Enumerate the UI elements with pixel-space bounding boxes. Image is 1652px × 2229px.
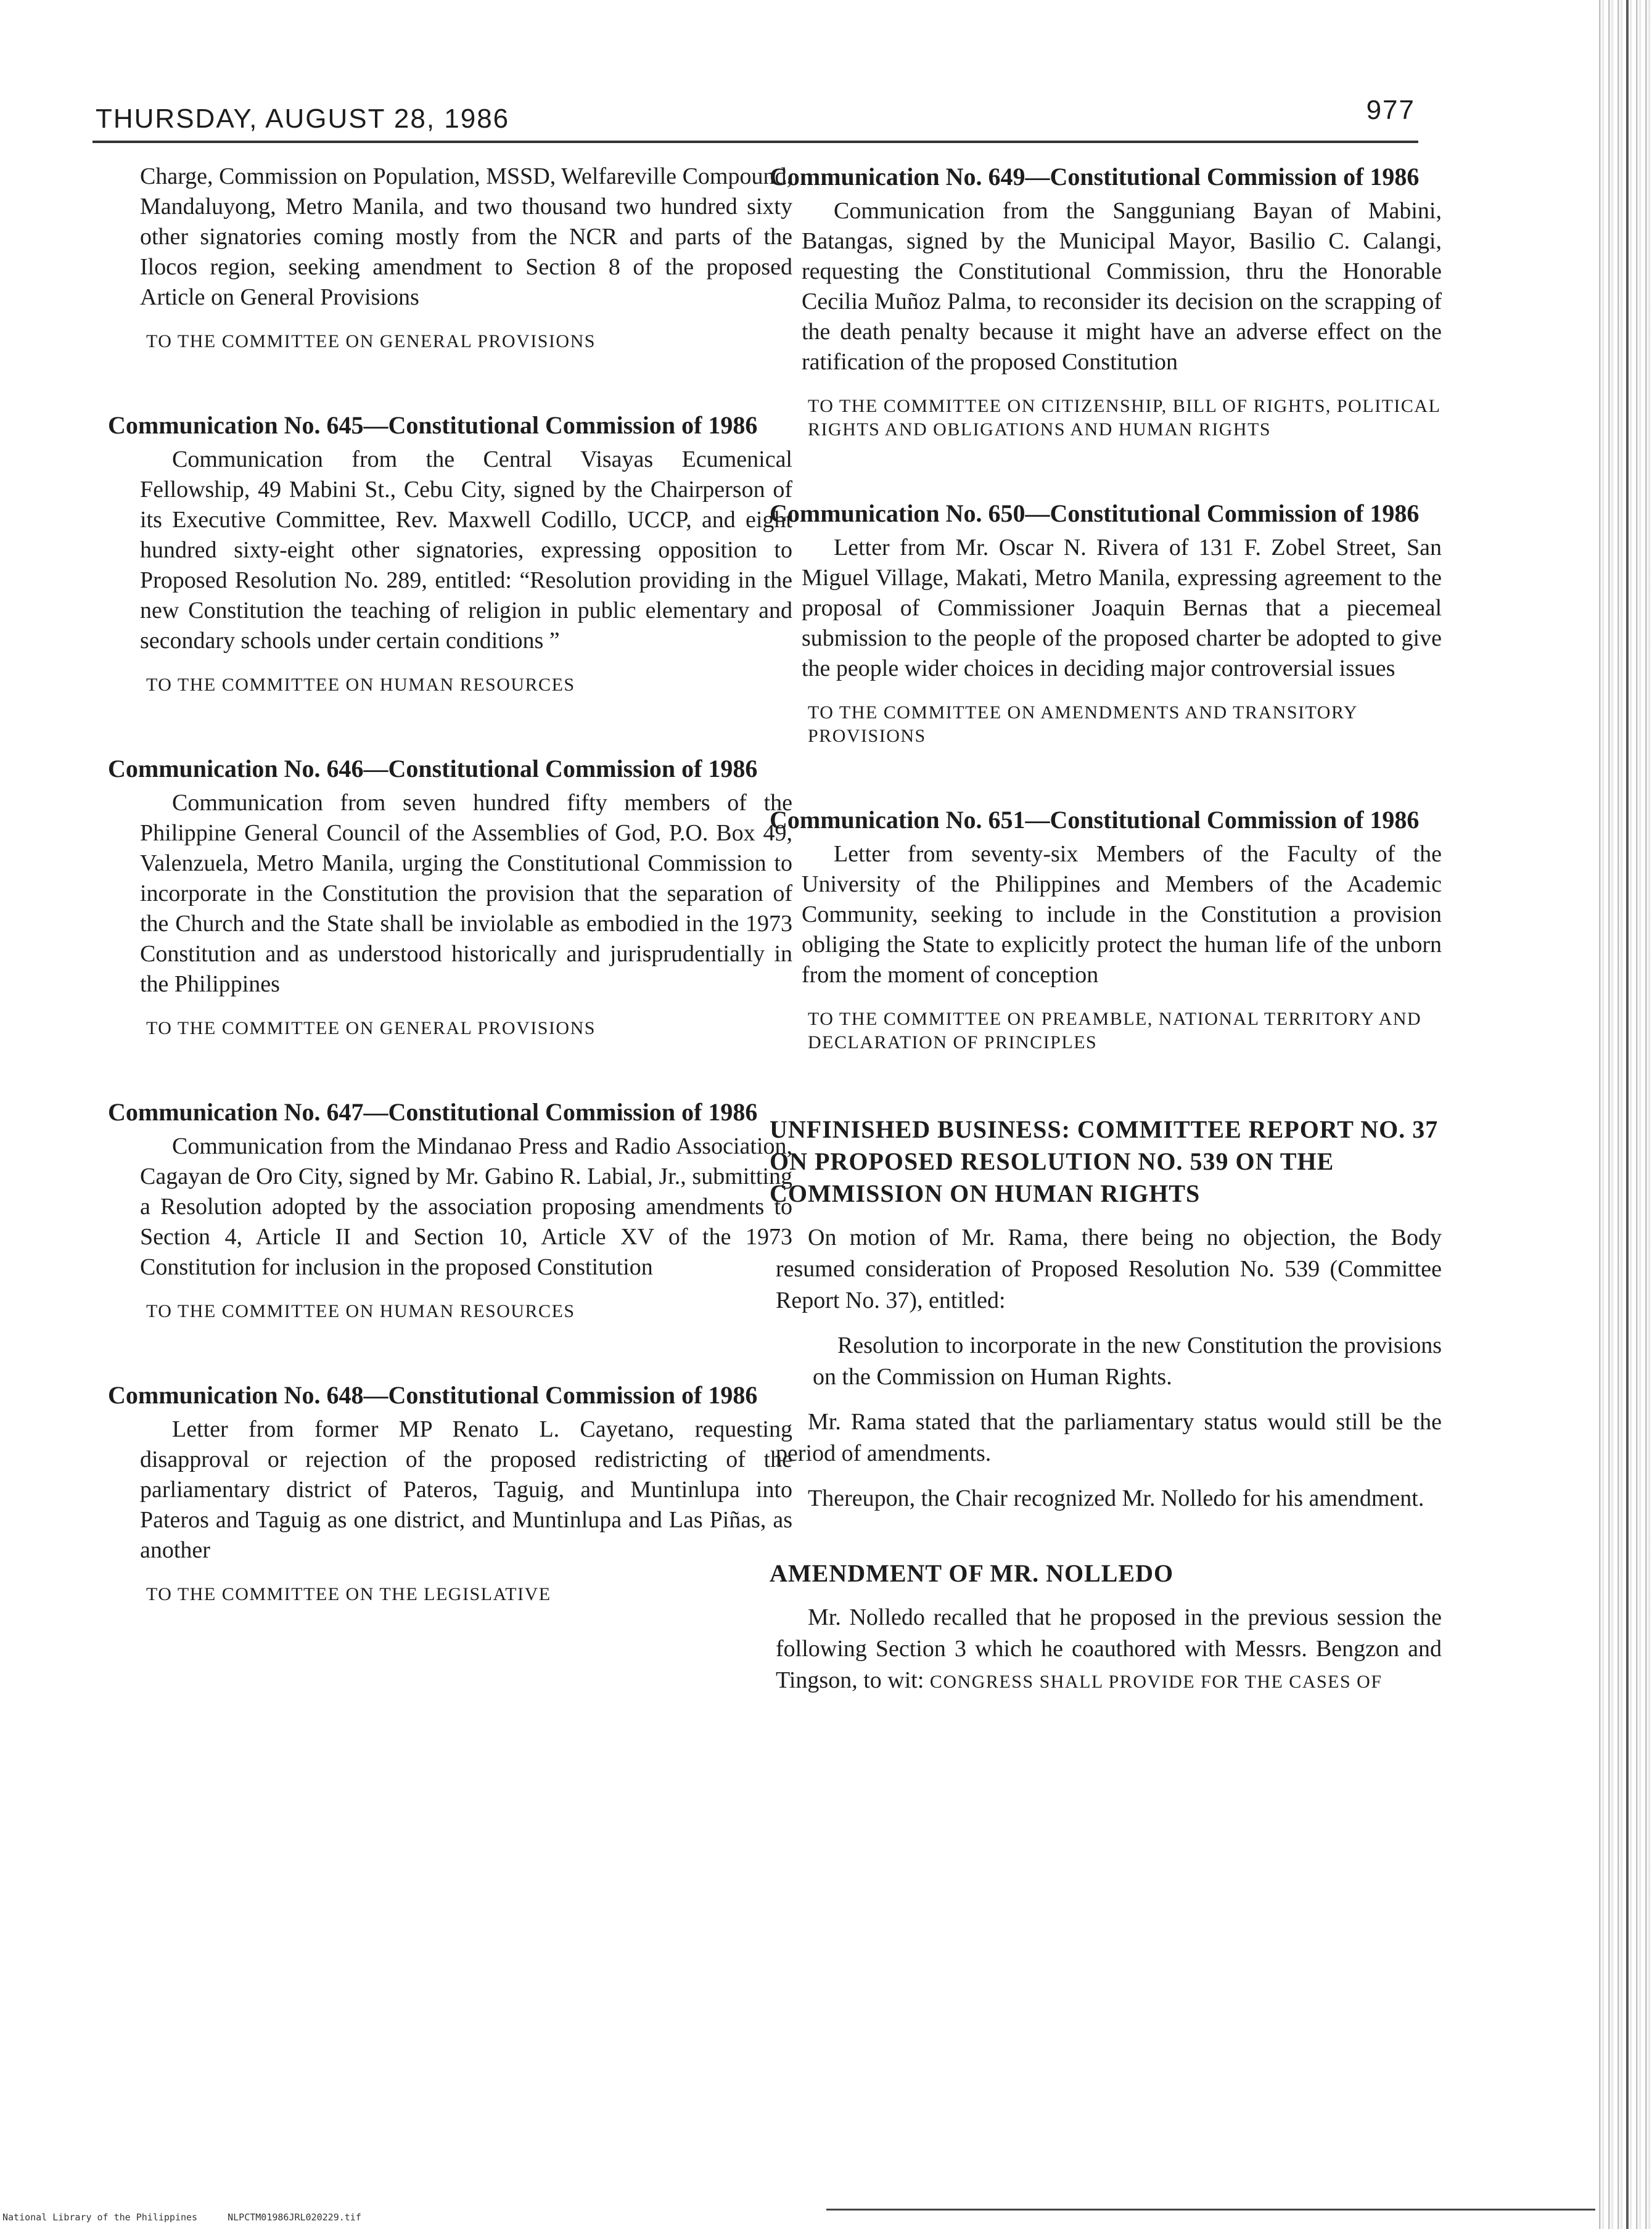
scan-line [826,2209,1597,2211]
right-column [770,162,1442,1711]
footer-file: NLPCTM01986JRL020229.tif [228,2212,361,2223]
communication-referral: TO THE COMMITTEE ON HUMAN RESOURCES [146,675,575,695]
communication-referral: TO THE COMMITTEE ON AMENDMENTS AND TRANSITORY PROVISIONS [808,702,1357,746]
communication-body: Letter from former MP Renato L. Cayetano, requesting disapproval or rejection of the proposed redistricting of the parliamentary district of Pateros, Taguig, and Muntinlupa into Pateros and Taguig as one district, and Muntinlupa and Las Piñas, as another [140,1416,792,1563]
communication-body: Communication from seven hundred fifty members of the Philippine General Council of the Assemblies of God, P.O. Box 49, Valenzuela, Metro Manila, urging the Constitutional Commission to incorporate in the Constitution the provision that the separation of the Church and the State shall be inviolable as embodied in the 1973 Constitution and as understood historically and jurisprudentially in the Philippines [140,790,792,997]
amendment-caps-text: CONGRESS SHALL PROVIDE FOR THE CASES OF [929,1672,1383,1692]
binding-edge [1595,0,1652,2229]
communication-referral: TO THE COMMITTEE ON THE LEGISLATIVE [146,1584,551,1604]
communication-referral: TO THE COMMITTEE ON CITIZENSHIP, BILL OF RIGHTS, POLITICAL RIGHTS AND OBLIGATIONS AND HUMAN RIGHTS [808,396,1440,440]
scan-footer [2,2212,386,2223]
resolution-quote: Resolution to incorporate in the new Constitution the provisions on the Commission on Human Rights. [813,1332,1442,1390]
unfinished-business-paragraph: On motion of Mr. Rama, there being no objection, the Body resumed consideration of Proposed Resolution No. 539 (Committee Report No. 37), entitled: [776,1225,1442,1313]
communication-body: Letter from Mr. Oscar N. Rivera of 131 F. Zobel Street, San Miguel Village, Makati, Metro Manila, expressing agreement to the proposal of Commissioner Joaquin Bernas that a piecemeal submission to the people of the proposed charter be adopted to give the people wider choices in deciding major controversial issues [802,535,1442,681]
communication-body: Letter from seventy-six Members of the Faculty of the University of the Philippines and Members of the Academic Community, seeking to include in the Constitution a provision obliging the State to explicitly protect the human life of the unborn from the moment of conception [802,841,1442,988]
communication-body: Communication from the Mindanao Press and Radio Association, Cagayan de Oro City, signed by Mr. Gabino R. Labial, Jr., submitting a Resolution adopted by the association proposing amendments to Section 4, Article II and Section 10, Article XV of the 1973 Constitution for inclusion in the proposed Constitution [140,1133,792,1280]
communication-heading: Communication No. 645—Constitutional Commission of 1986 [108,411,758,439]
communication-referral: TO THE COMMITTEE ON GENERAL PROVISIONS [146,1018,596,1038]
page-number: 977 [1366,95,1415,125]
communication-referral: TO THE COMMITTEE ON HUMAN RESOURCES [146,1301,575,1321]
communication-heading: Communication No. 646—Constitutional Commission of 1986 [108,755,758,782]
binding-edge-line [1626,0,1629,2229]
amendment-text: Mr. Nolledo recalled that he proposed in the previous session the following Section 3 which he coauthored with Messrs. Bengzon and Tingson, to wit: [776,1604,1442,1693]
continuation-referral: TO THE COMMITTEE ON GENERAL PROVISIONS [146,331,596,351]
unfinished-business-paragraph: Thereupon, the Chair recognized Mr. Nolledo for his amendment. [808,1485,1424,1511]
communication-heading: Communication No. 647—Constitutional Commission of 1986 [108,1098,758,1126]
continuation-paragraph: Charge, Commission on Population, MSSD, Welfareville Compound, Mandaluyong, Metro Manila, and two thousand two hundred sixty other signatories coming mostly from the NCR and parts of the Ilocos region, seeking amendment to Section 8 of the proposed Article on General Provisions [140,163,792,310]
communication-body: Communication from the Central Visayas Ecumenical Fellowship, 49 Mabini St., Cebu City, signed by the Chairperson of its Executive Committee, Rev. Maxwell Codillo, UCCP, and eight hundred sixty-eight other signatories, expressing opposition to Proposed Resolution No. 289, entitled: “Resolution providing in the new Constitution the teaching of religion in public elementary and secondary schools under certain conditions ” [140,446,792,654]
communication-referral: TO THE COMMITTEE ON PREAMBLE, NATIONAL TERRITORY AND DECLARATION OF PRINCIPLES [808,1009,1422,1053]
header-rule [92,141,1418,143]
amendment-paragraph [776,1602,1442,1697]
amendment-title: AMENDMENT OF MR. NOLLEDO [770,1559,1174,1587]
communication-heading: Communication No. 651—Constitutional Commission of 1986 [770,806,1420,834]
communication-heading: Communication No. 650—Constitutional Commission of 1986 [770,499,1420,527]
unfinished-business-title: UNFINISHED BUSINESS: COMMITTEE REPORT NO. 37 ON PROPOSED RESOLUTION NO. 539 ON THE COMMISSION ON HUMAN RIGHTS [770,1115,1439,1207]
communication-heading: Communication No. 649—Constitutional Commission of 1986 [770,163,1420,191]
communication-body: Communication from the Sangguniang Bayan of Mabini, Batangas, signed by the Municipal Mayor, Basilio C. Calangi, requesting the Constitutional Commission, thru the Honorable Cecilia Muñoz Palma, to reconsider its decision on the scrapping of the death penalty because it might have an adverse effect on the ratification of the proposed Constitution [802,198,1442,375]
running-head [96,95,1415,134]
unfinished-business-paragraph: Mr. Rama stated that the parliamentary status would still be the period of amendments. [776,1409,1442,1466]
footer-library: National Library of the Philippines [2,2212,198,2223]
header-date: THURSDAY, AUGUST 28, 1986 [96,104,510,134]
communication-heading: Communication No. 648—Constitutional Commission of 1986 [108,1381,758,1409]
left-column [108,162,792,1606]
